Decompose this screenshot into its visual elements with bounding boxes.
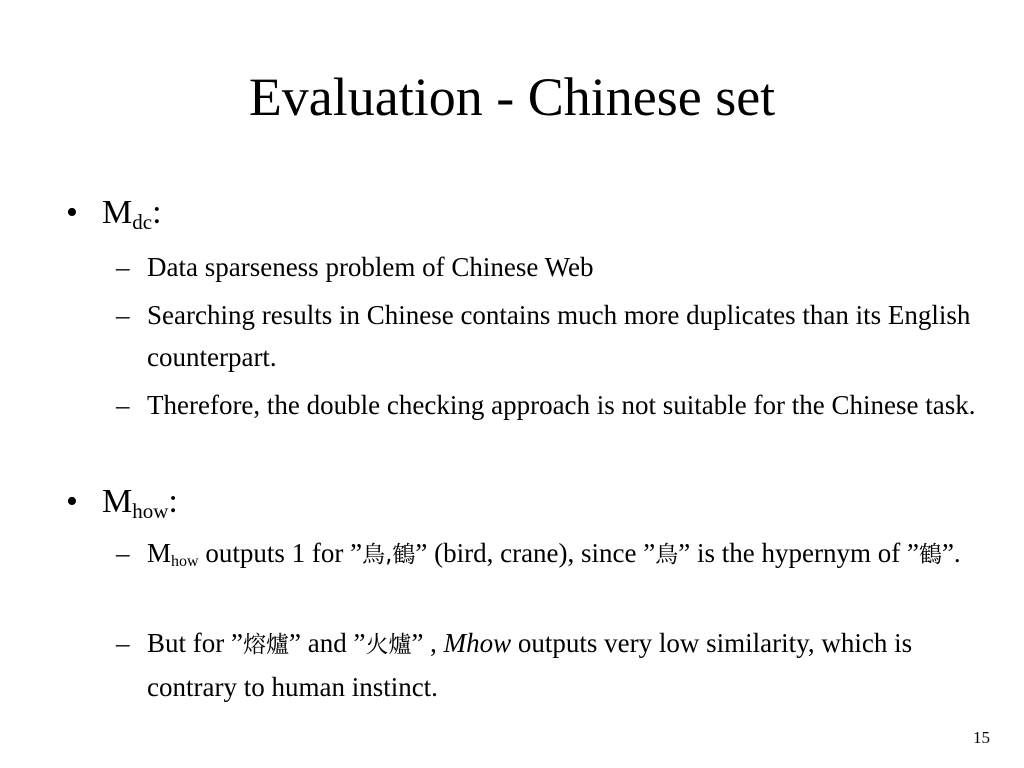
list-item-text: Searching results in Chinese contains much more duplicates than its English counterpart. — [147, 300, 971, 372]
text-run: But for ” — [147, 628, 243, 658]
list-item — [116, 246, 976, 288]
chinese-term: 鶴 — [918, 542, 942, 568]
text-run: outputs 1 for ” — [198, 538, 363, 568]
bullet-label-main: M — [102, 194, 133, 231]
list-item-text: Therefore, the double checking approach is not suitable for the Chinese task. — [147, 390, 976, 420]
dash-marker: – — [116, 252, 130, 282]
bullet-mhow — [66, 482, 178, 531]
italic-term: Mhow — [443, 628, 512, 658]
text-run: ” (bird, crane), since ” — [415, 538, 656, 568]
text-run: ” , — [411, 628, 444, 658]
dash-marker: – — [116, 538, 130, 568]
bullet-dot: • — [66, 194, 78, 231]
bullet-mdc — [66, 193, 162, 242]
bullet-label-sub: how — [132, 499, 169, 523]
chinese-term: 火爐 — [365, 632, 412, 658]
text-run: ” and ” — [288, 628, 366, 658]
bullet-label-main: M — [102, 483, 133, 520]
text-run: outputs very low similarity, which is contrary to human instinct. — [147, 628, 913, 702]
m-letter: M — [147, 538, 172, 568]
chinese-term: 鳥,鶴 — [362, 542, 416, 568]
bullet-label-suffix: : — [152, 194, 162, 231]
list-item-text — [147, 532, 976, 583]
list-item — [116, 294, 976, 378]
dash-marker: – — [116, 390, 130, 420]
list-item — [116, 384, 976, 426]
text-run: ”. — [941, 538, 961, 568]
text-run: ” is the hypernym of ” — [678, 538, 919, 568]
bullet-label-sub: dc — [132, 210, 153, 234]
m-subscript: how — [171, 553, 199, 570]
dash-marker: – — [116, 628, 130, 658]
chinese-term: 鳥 — [655, 542, 679, 568]
list-item-text — [147, 622, 976, 708]
bullet-label-suffix: : — [168, 483, 178, 520]
bullet-dot: • — [66, 483, 78, 520]
list-item — [116, 532, 976, 583]
slide-title: Evaluation - Chinese set — [248, 67, 776, 127]
list-item — [116, 622, 976, 708]
page-number: 15 — [973, 728, 990, 747]
list-item-text: Data sparseness problem of Chinese Web — [147, 252, 594, 282]
chinese-term: 熔爐 — [242, 632, 289, 658]
dash-marker: – — [116, 300, 130, 330]
